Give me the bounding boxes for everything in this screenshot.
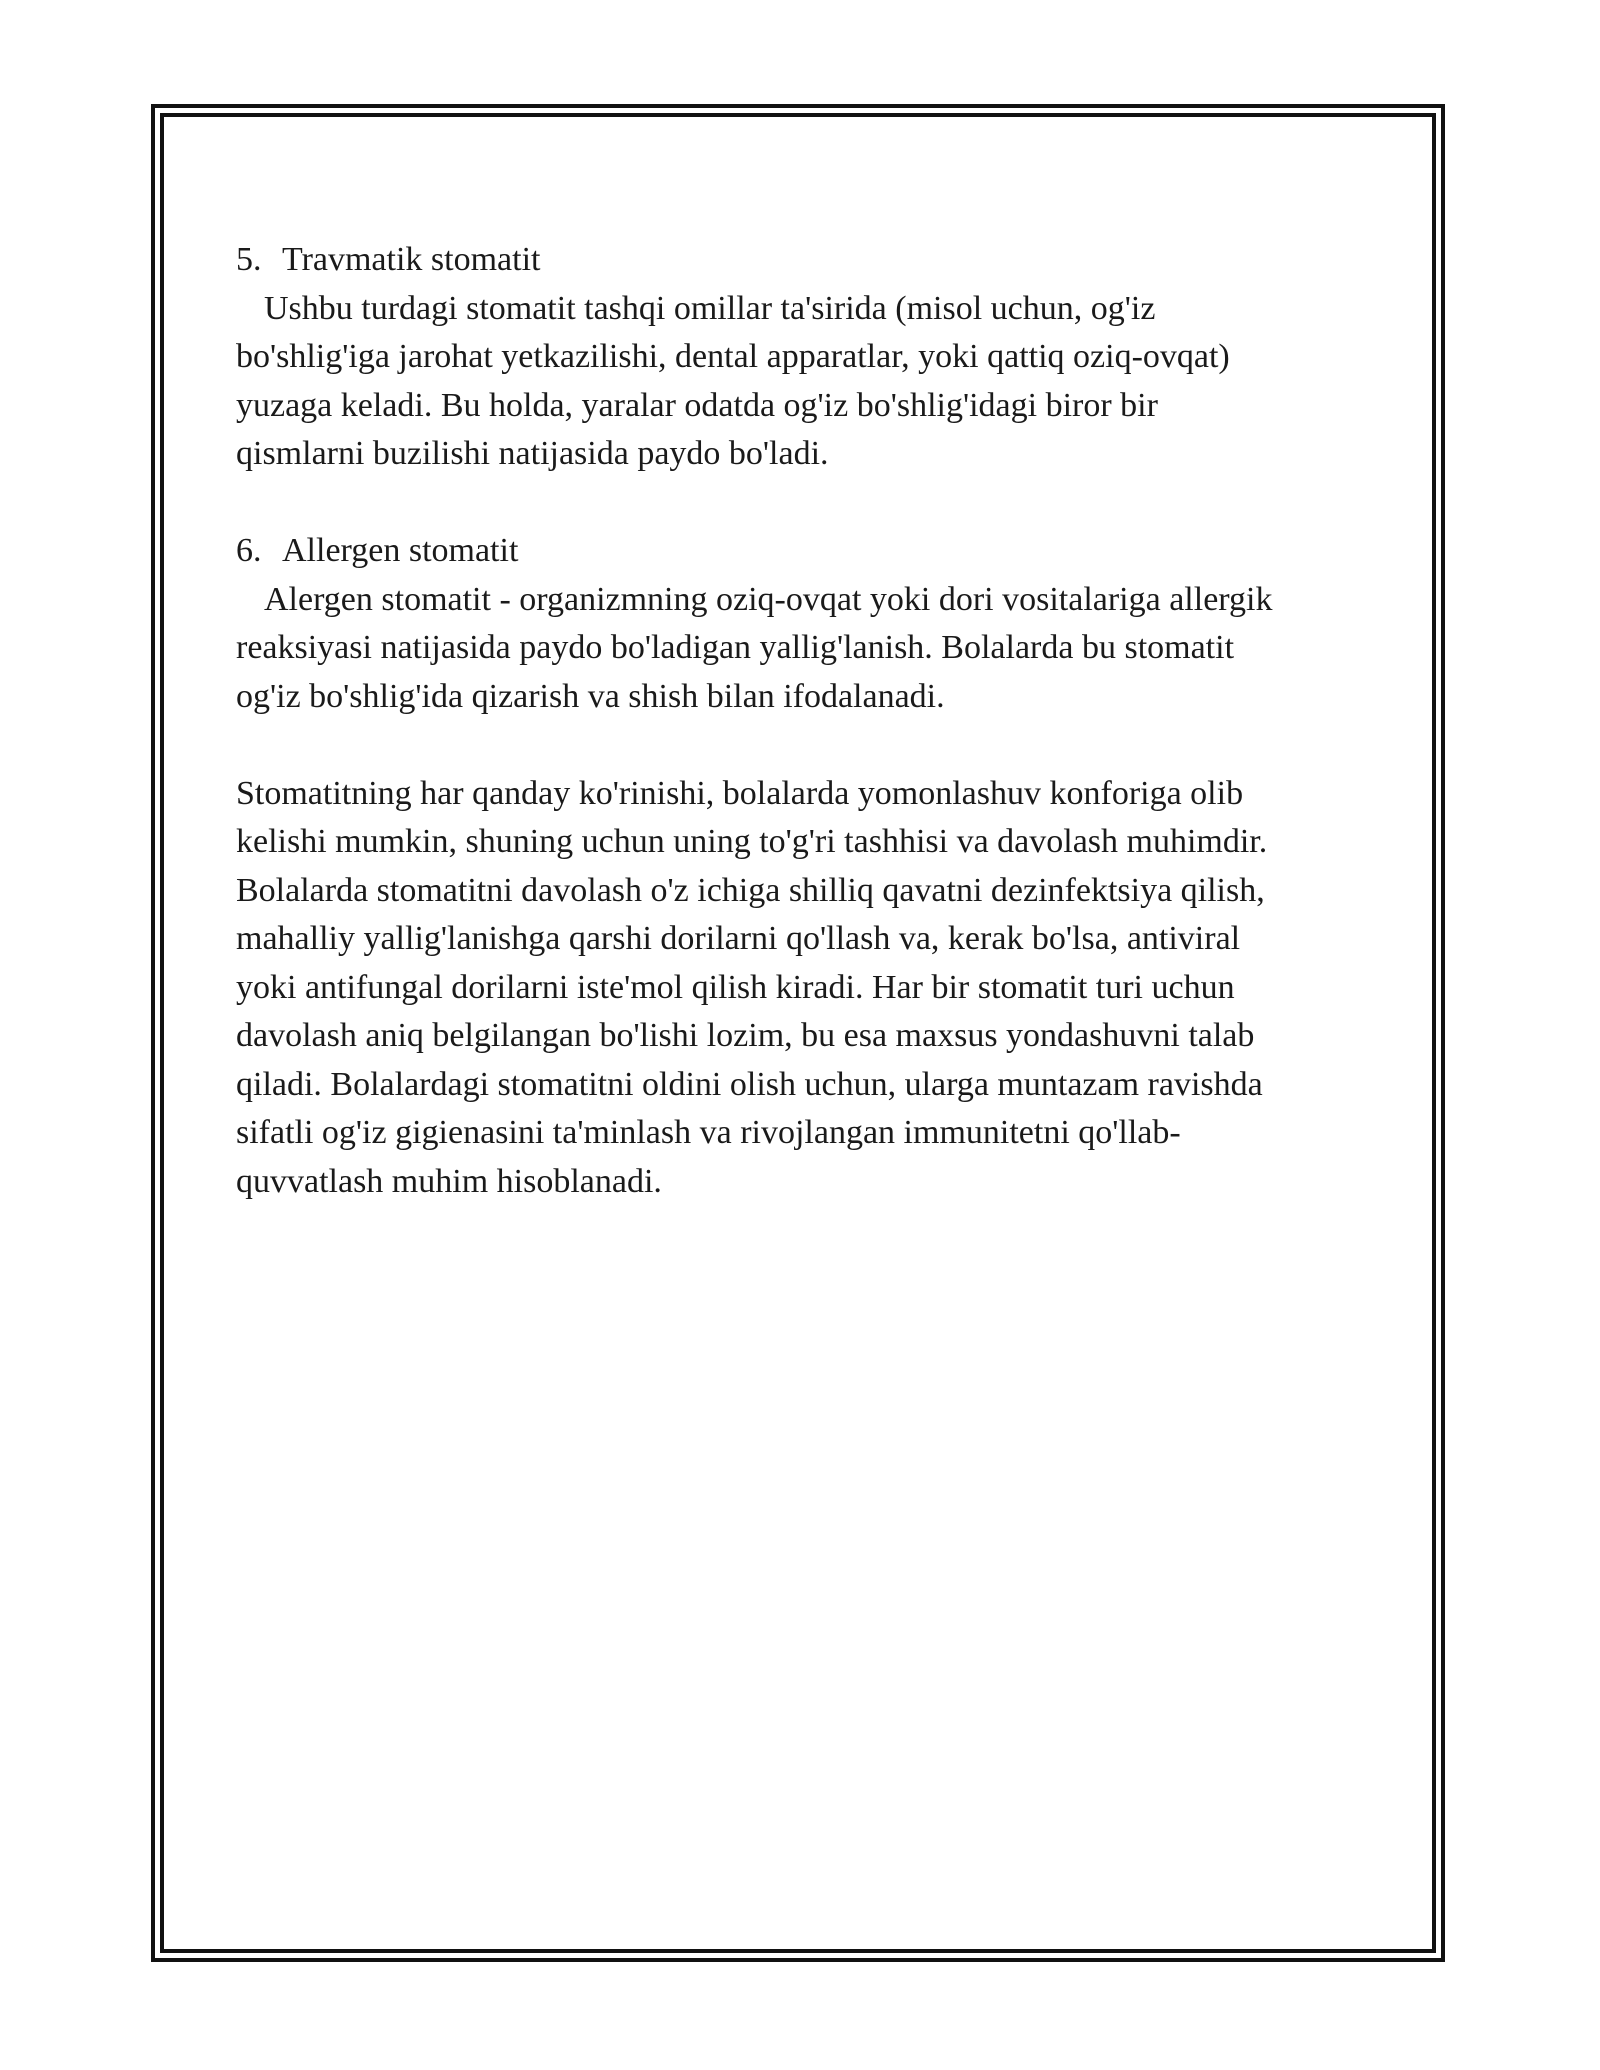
spacer [236,479,1366,528]
section-paragraph [236,576,1366,722]
section-6 [236,527,1366,721]
section-paragraph [236,285,1366,479]
section-heading [236,527,1366,576]
paragraph-line: mahalliy yallig'lanishga qarshi dorilarni qo'llash va, kerak bo'lsa, antiviral [236,920,1241,957]
paragraph-line: davolash aniq belgilangan bo'lishi lozim, bu esa maxsus yondashuvni talab [236,1017,1255,1054]
section-title: Travmatik stomatit [282,241,541,278]
paragraph-line: quvvatlash muhim hisoblanadi. [236,1162,662,1200]
paragraph-line: Alergen stomatit - organizmning oziq-ovqat yoki dori vositalariga allergik [264,580,1273,618]
spacer [236,721,1366,770]
section-title: Allergen stomatit [282,532,519,569]
section-number: 5. [236,241,262,278]
paragraph-line: reaksiyasi natijasida paydo bo'ladigan yallig'lanish. Bolalarda bu stomatit [236,629,1235,666]
paragraph-line: Stomatitning har qanday ko'rinishi, bolalarda yomonlashuv konforiga olib [236,774,1244,812]
paragraph-line: yuzaga keladi. Bu holda, yaralar odatda og'iz bo'shlig'idagi biror bir [236,386,1158,424]
paragraph-line: Ushbu turdagi stomatit tashqi omillar ta'sirida (misol uchun, og'iz [264,289,1156,327]
paragraph-line: og'iz bo'shlig'ida qizarish va shish bilan ifodalanadi. [236,677,945,715]
paragraph-line: yoki antifungal dorilarni iste'mol qilish kiradi. Har bir stomatit turi uchun [236,968,1235,1006]
paragraph-line: bo'shlig'iga jarohat yetkazilishi, dental apparatlar, yoki qattiq oziq-ovqat) [236,338,1230,375]
section-5 [236,236,1366,479]
paragraph-line: qismlarni buzilishi natijasida paydo bo'ladi. [236,435,829,472]
conclusion-paragraph [236,770,1366,1207]
paragraph-line: sifatli og'iz gigienasini ta'minlash va rivojlangan immunitetni qo'llab- [236,1114,1181,1151]
section-number: 6. [236,532,262,569]
paragraph-line: qiladi. Bolalardagi stomatitni oldini olish uchun, ularga muntazam ravishda [236,1065,1263,1103]
paragraph-line: kelishi mumkin, shuning uchun uning to'g'ri tashhisi va davolash muhimdir. [236,823,1268,860]
section-heading [236,236,1366,285]
paragraph-line: Bolalarda stomatitni davolash o'z ichiga shilliq qavatni dezinfektsiya qilish, [236,871,1265,909]
document-body [236,236,1366,1206]
